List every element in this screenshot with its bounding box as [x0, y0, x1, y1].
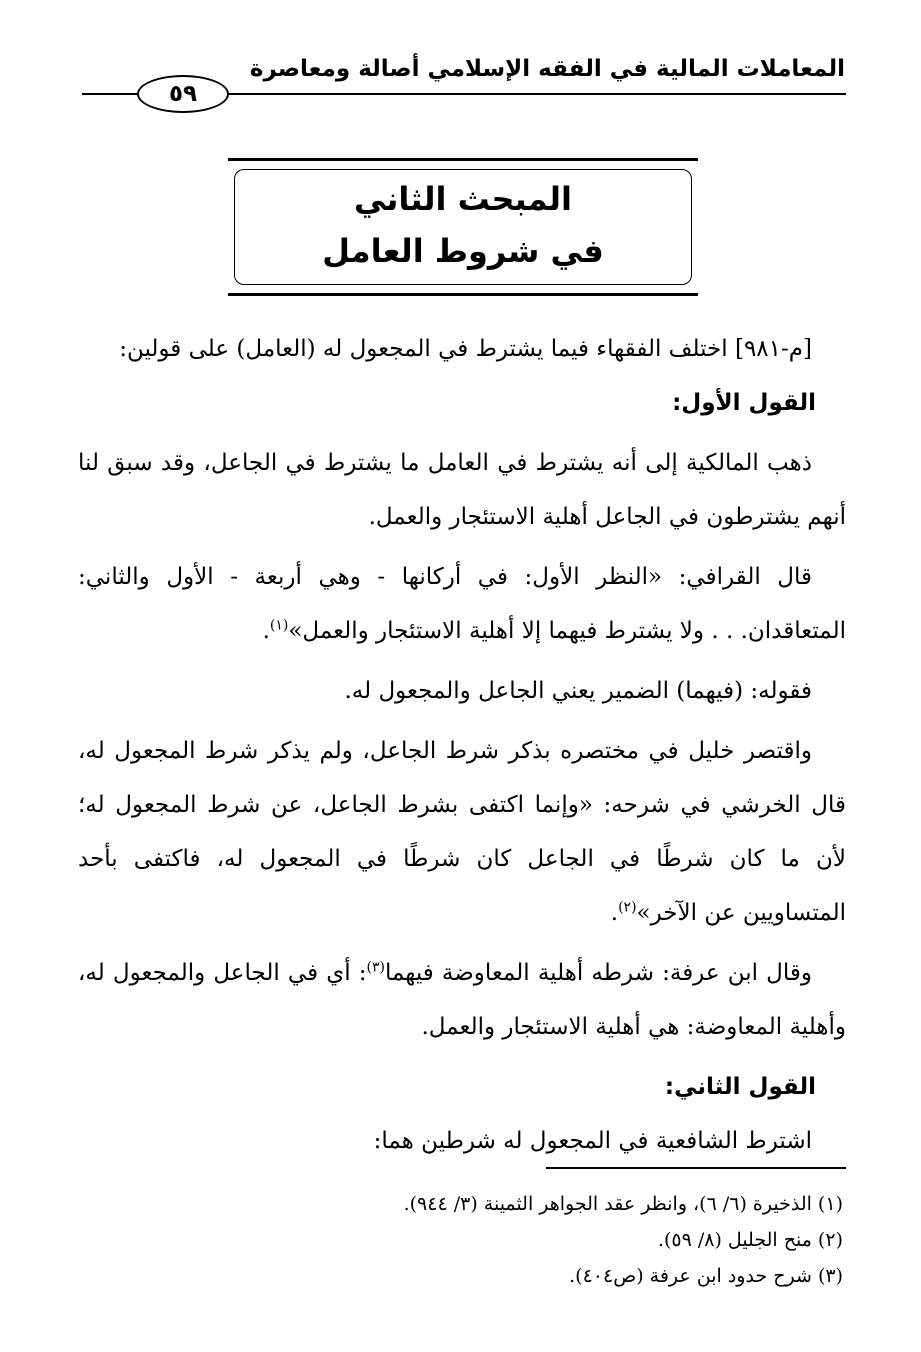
heading-second-opinion: القول الثاني: — [664, 1074, 816, 1100]
qarafi-quote: قال القرافي: «النظر الأول: في أركانها - وهي أربعة - الأول والثاني: المتعاقدان. . . ولا يشترط فيهما إلا أهلية الاستئجار والعمل» — [78, 564, 846, 644]
ibn-arafa-text-a: وقال ابن عرفة: شرطه أهلية المعاوضة فيهما — [384, 960, 812, 986]
section-title-line-1: المبحث الثاني — [353, 180, 573, 218]
footnotes — [75, 1186, 843, 1294]
section-title-frame — [228, 158, 698, 296]
page-number: ٥٩ — [137, 75, 229, 113]
footnote-separator — [546, 1167, 846, 1169]
ibn-arafa-text-b: : أي في الجاعل والمجعول له، وأهلية المعاوضة: هي أهلية الاستئجار والعمل. — [78, 960, 846, 1040]
footnote-2: (٢) منح الجليل (٨/ ٥٩). — [657, 1229, 843, 1251]
paragraph-shafiiyya: اشترط الشافعية في المجعول له شرطين هما: — [373, 1128, 812, 1154]
section-title-inner-frame — [234, 169, 692, 285]
paragraph-ibn-arafa — [78, 946, 846, 1054]
khalil-text: واقتصر خليل في مختصره بذكر شرط الجاعل، ولم يذكر شرط المجعول له، قال الخرشي في شرحه: «وإنما اكتفى بشرط الجاعل، عن شرط المجعول له؛ لأن ما كان شرطًا في الجاعل كان شرطًا في المجعول له، فاكتفى بأحد المتساويين عن الآخر» — [78, 738, 846, 926]
khalil-end: . — [610, 900, 619, 926]
footnote-ref-2: (٢) — [618, 899, 637, 916]
paragraph-intro: [م-٩٨١] اختلف الفقهاء فيما يشترط في المجعول له (العامل) على قولين: — [119, 336, 812, 362]
paragraph-khalil — [78, 724, 846, 940]
footnote-1: (١) الذخيرة (٦/ ٦)، وانظر عقد الجواهر الثمينة (٣/ ٩٤٤). — [403, 1193, 843, 1215]
paragraph-malikiyya: ذهب المالكية إلى أنه يشترط في العامل ما يشترط في الجاعل، وقد سبق لنا أنهم يشترطون في الجاعل أهلية الاستئجار والعمل. — [78, 450, 846, 530]
paragraph-explanation: فقوله: (فيهما) الضمير يعني الجاعل والمجعول له. — [344, 678, 812, 704]
paragraph-qarafi — [78, 550, 846, 658]
footnote-ref-1: (١) — [269, 617, 289, 634]
body-text — [78, 322, 846, 1168]
qarafi-end: . — [262, 618, 270, 644]
running-header-title: المعاملات المالية في الفقه الإسلامي أصالة ومعاصرة — [249, 56, 845, 82]
heading-first-opinion: القول الأول: — [672, 390, 816, 416]
section-title-line-2: في شروط العامل — [322, 232, 604, 270]
footnote-ref-3: (٣) — [366, 959, 385, 976]
footnote-3: (٣) شرح حدود ابن عرفة (ص٤٠٤). — [569, 1265, 843, 1287]
